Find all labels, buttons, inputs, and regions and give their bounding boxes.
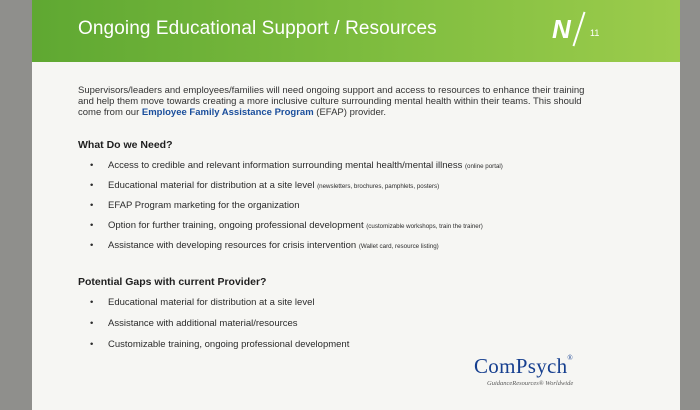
bullet-icon: • — [90, 160, 94, 171]
bullet-icon: • — [90, 240, 94, 251]
list-item: • Educational material for distribution at a site level (newsletters, brochures, pamphlets, posters) — [90, 180, 440, 191]
page-number: 11 — [590, 28, 600, 38]
bullet-icon: • — [90, 180, 94, 191]
compsych-logo — [474, 354, 573, 379]
bullet-icon: • — [90, 318, 94, 329]
needs-heading: What Do we Need? — [78, 139, 173, 151]
efap-program-highlight: Employee Family Assistance Program — [141, 107, 314, 118]
bullet-icon: • — [90, 220, 94, 231]
bullet-icon: • — [90, 339, 94, 350]
list-item: • Option for further training, ongoing professional development (customizable workshops, train the trainer) — [90, 220, 483, 231]
intro-paragraph — [78, 85, 598, 118]
brand-tagline: GuidanceResources® Worldwide — [487, 380, 574, 387]
needs-list — [90, 160, 503, 260]
trademark-mark: ® — [567, 354, 574, 362]
slide — [32, 0, 680, 410]
list-item: • Customizable training, ongoing professional development — [90, 339, 350, 350]
slide-header — [32, 0, 680, 62]
intro-text-start: Supervisors/leaders and employees/families will need ongoing support and access to resources to enhance their training and help them move towards creating a more inclusive culture surrounding mental health within their teams. This should come from our — [78, 85, 585, 118]
logo-slash-divider — [572, 12, 585, 47]
brand-name: ComPsych — [474, 354, 568, 378]
gaps-heading: Potential Gaps with current Provider? — [78, 276, 267, 288]
bullet-icon: • — [90, 297, 94, 308]
gaps-list — [90, 297, 349, 360]
slide-title: Ongoing Educational Support / Resources — [78, 18, 437, 39]
intro-text-end: (EFAP) provider. — [313, 107, 387, 118]
list-item: • Access to credible and relevant information surrounding mental health/mental illness (online portal) — [90, 160, 503, 171]
company-logo-mark: N — [552, 14, 571, 44]
list-item: • EFAP Program marketing for the organization — [90, 200, 300, 211]
bullet-icon: • — [90, 200, 94, 211]
list-item: • Assistance with additional material/resources — [90, 318, 298, 329]
list-item: • Educational material for distribution at a site level — [90, 297, 315, 308]
list-item: • Assistance with developing resources for crisis intervention (Wallet card, resource listing) — [90, 240, 439, 251]
